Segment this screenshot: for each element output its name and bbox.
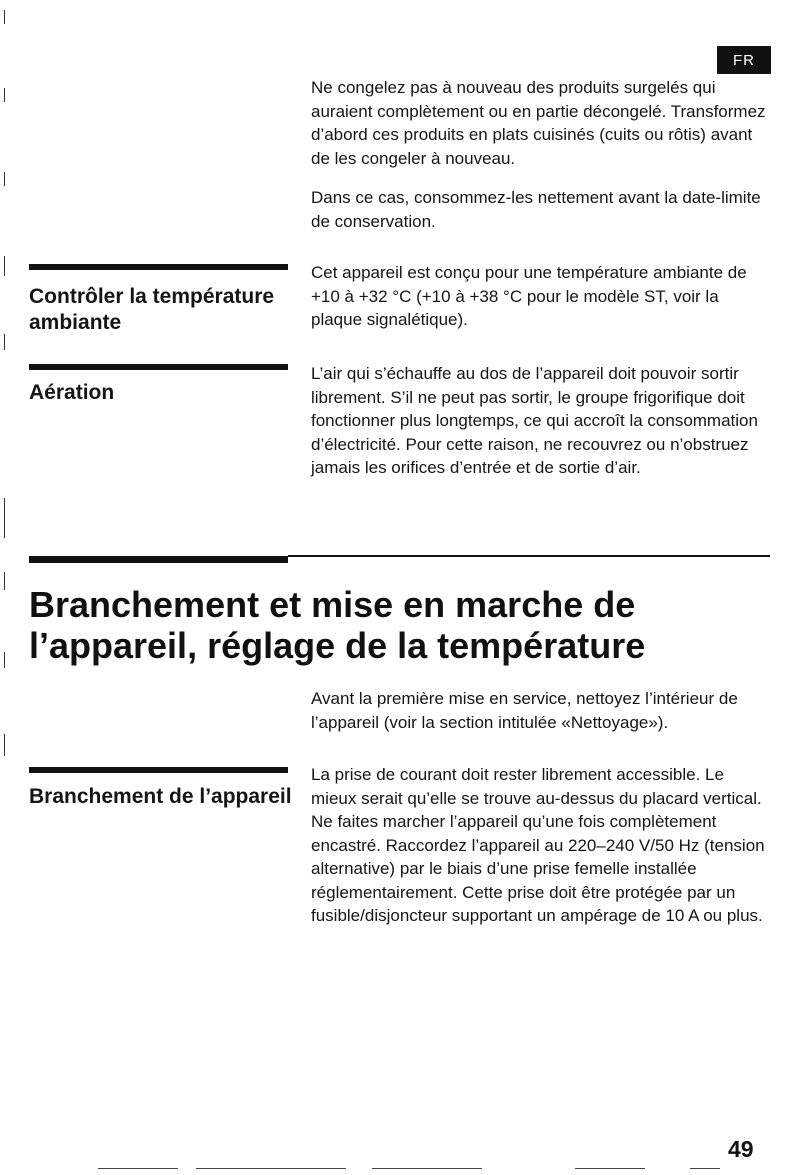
section-rule-thin xyxy=(288,555,770,557)
margin-mark xyxy=(4,10,5,24)
connection-paragraph: La prise de courant doit rester librement accessible. Le mieux serait qu’elle se trouve au-dessus du placard vertical. Ne faites marcher l’appareil qu’une fois complètement encastré. Raccordez l’appareil au 220–240 V/50 Hz (tension alternative) par le biais d’une prise femelle installée réglementairement. Cette prise doit être protégée par un fusible/disjoncteur supportant un ampérage de 10 A ou plus. xyxy=(311,765,765,925)
language-badge: FR xyxy=(717,46,771,74)
consume-advice-paragraph: Dans ce cas, consommez-les nettement avant la date-limite de conservation. xyxy=(311,188,761,231)
margin-mark xyxy=(4,498,5,538)
heading-rule xyxy=(29,767,288,773)
refreeze-warning-paragraph: Ne congelez pas à nouveau des produits surgelés qui auraient complètement ou en partie décongelé. Transformez d’abord ces produits en plats cuisinés (cuits ou rôtis) avant de les congeler à nouveau. xyxy=(311,78,766,168)
heading-check-temperature: Contrôler la température ambiante xyxy=(29,285,275,334)
footer-rule xyxy=(575,1168,645,1169)
margin-mark xyxy=(4,88,5,102)
heading-connection: Branchement de l’appareil xyxy=(29,785,292,808)
margin-mark xyxy=(4,734,5,756)
cleaning-intro-paragraph: Avant la première mise en service, nettoyez l’intérieur de l’appareil (voir la section intitulée «Nettoyage»). xyxy=(311,689,738,732)
heading-rule xyxy=(29,364,288,370)
margin-mark xyxy=(4,256,5,276)
heading-ventilation: Aération xyxy=(29,381,115,404)
footer-rule xyxy=(372,1168,482,1169)
temperature-paragraph: Cet appareil est conçu pour une température ambiante de +10 à +32 °C (+10 à +38 °C pour le modèle ST, voir la plaque signalétique). xyxy=(311,263,747,329)
section-title: Branchement et mise en marche de l’appareil, réglage de la température xyxy=(29,584,646,666)
heading-rule xyxy=(29,264,288,270)
footer-rule xyxy=(98,1168,178,1169)
margin-mark xyxy=(4,172,5,186)
footer-rule xyxy=(690,1168,720,1169)
margin-mark xyxy=(4,334,5,350)
margin-mark xyxy=(4,652,5,668)
ventilation-paragraph: L’air qui s’échauffe au dos de l’appareil doit pouvoir sortir librement. S’il ne peut pas sortir, le groupe frigorifique doit fonctionner plus longtemps, ce qui accroît la consommation d’électricité. Pour cette raison, ne recouvrez ou n’obstruez jamais les orifices d’entrée et de sortie d’air. xyxy=(311,364,758,477)
footer-rule xyxy=(196,1168,346,1169)
page-number: 49 xyxy=(728,1136,754,1162)
section-rule-thick xyxy=(29,556,288,563)
margin-mark xyxy=(4,572,5,590)
